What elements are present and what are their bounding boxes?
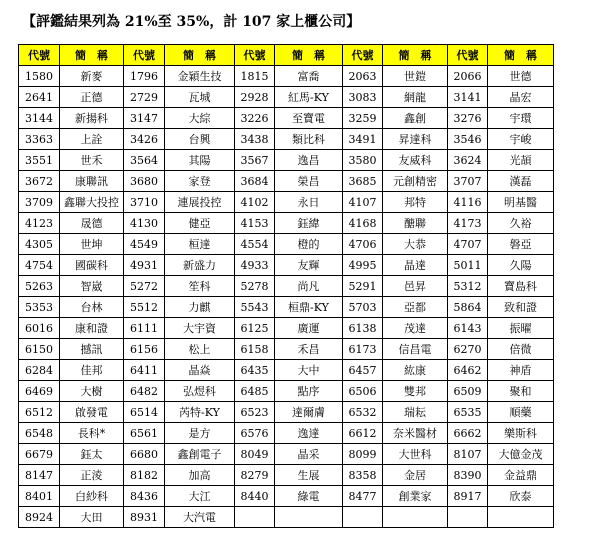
company-code-cell: 3684: [235, 171, 275, 192]
company-name-cell: 寶島科: [488, 276, 554, 297]
company-name-cell: 弘煜科: [165, 381, 235, 402]
company-name-cell: 世鎧: [383, 66, 448, 87]
company-code-cell: 6143: [448, 318, 488, 339]
table-row: [19, 402, 554, 423]
company-name-cell: 晟德: [60, 213, 124, 234]
table-row: [19, 486, 554, 507]
company-code-cell: 3707: [448, 171, 488, 192]
company-code-cell: 5543: [235, 297, 275, 318]
company-code-cell: 3567: [235, 150, 275, 171]
company-name-cell: 世德: [488, 66, 554, 87]
company-code-cell: 8931: [124, 507, 165, 528]
company-code-cell: 6138: [343, 318, 383, 339]
company-code-cell: 1580: [19, 66, 60, 87]
company-name-cell: 亞都: [383, 297, 448, 318]
company-name-cell: 神盾: [488, 360, 554, 381]
results-table: [18, 44, 554, 528]
company-name-cell: 類比科: [275, 129, 343, 150]
company-code-cell: 6576: [235, 423, 275, 444]
table-row: [19, 87, 554, 108]
company-name-cell: 昇達科: [383, 129, 448, 150]
company-code-cell: [448, 507, 488, 528]
company-code-cell: 3564: [124, 150, 165, 171]
company-code-cell: 1796: [124, 66, 165, 87]
company-name-cell: 健亞: [165, 213, 235, 234]
table-row: [19, 171, 554, 192]
company-name-cell: 醣聯: [383, 213, 448, 234]
company-code-cell: 8917: [448, 486, 488, 507]
company-name-cell: 鈺緯: [275, 213, 343, 234]
company-code-cell: 5011: [448, 255, 488, 276]
company-code-cell: 8358: [343, 465, 383, 486]
company-name-cell: 啟發電: [60, 402, 124, 423]
company-code-cell: 6485: [235, 381, 275, 402]
company-code-cell: 3083: [343, 87, 383, 108]
company-name-cell: 宇環: [488, 108, 554, 129]
company-code-cell: 3144: [19, 108, 60, 129]
company-name-cell: 晶宏: [488, 87, 554, 108]
table-row: [19, 360, 554, 381]
company-name-cell: 點序: [275, 381, 343, 402]
company-name-cell: 聚和: [488, 381, 554, 402]
company-name-cell: 創業家: [383, 486, 448, 507]
company-name-cell: 明基醫: [488, 192, 554, 213]
company-code-cell: 3363: [19, 129, 60, 150]
company-name-cell: 生展: [275, 465, 343, 486]
table-row: [19, 234, 554, 255]
company-name-cell: 智崴: [60, 276, 124, 297]
company-code-cell: 4116: [448, 192, 488, 213]
company-name-cell: 世禾: [60, 150, 124, 171]
company-code-cell: 6482: [124, 381, 165, 402]
company-code-cell: 5312: [448, 276, 488, 297]
company-code-cell: 5272: [124, 276, 165, 297]
company-name-cell: 松上: [165, 339, 235, 360]
table-row: [19, 339, 554, 360]
header-name-cell: 簡 稱: [60, 45, 124, 66]
company-code-cell: 2729: [124, 87, 165, 108]
company-name-cell: 廣運: [275, 318, 343, 339]
company-name-cell: 其陽: [165, 150, 235, 171]
company-name-cell: 大宇資: [165, 318, 235, 339]
company-name-cell: 鈺太: [60, 444, 124, 465]
company-code-cell: 6523: [235, 402, 275, 423]
company-name-cell: 大恭: [383, 234, 448, 255]
company-name-cell: 正淩: [60, 465, 124, 486]
company-code-cell: 8477: [343, 486, 383, 507]
company-name-cell: 光頡: [488, 150, 554, 171]
company-name-cell: 樂斯科: [488, 423, 554, 444]
company-name-cell: 家登: [165, 171, 235, 192]
company-name-cell: 宇峻: [488, 129, 554, 150]
table-row: [19, 192, 554, 213]
company-code-cell: 6125: [235, 318, 275, 339]
company-code-cell: 6270: [448, 339, 488, 360]
company-name-cell: 永日: [275, 192, 343, 213]
table-header-row: [19, 45, 554, 66]
company-name-cell: 奈米醫材: [383, 423, 448, 444]
company-name-cell: 逸昌: [275, 150, 343, 171]
company-name-cell: 撼訊: [60, 339, 124, 360]
company-name-cell: 新盛力: [165, 255, 235, 276]
company-code-cell: 6532: [343, 402, 383, 423]
header-name-cell: 簡 稱: [488, 45, 554, 66]
company-code-cell: 8147: [19, 465, 60, 486]
company-code-cell: 4102: [235, 192, 275, 213]
company-code-cell: 8390: [448, 465, 488, 486]
company-code-cell: 3710: [124, 192, 165, 213]
company-code-cell: 6173: [343, 339, 383, 360]
company-name-cell: [383, 507, 448, 528]
company-code-cell: 4549: [124, 234, 165, 255]
company-name-cell: 桓鼎-KY: [275, 297, 343, 318]
company-code-cell: 4130: [124, 213, 165, 234]
company-name-cell: 大汽電: [165, 507, 235, 528]
company-name-cell: 漢磊: [488, 171, 554, 192]
company-name-cell: 大中: [275, 360, 343, 381]
table-row: [19, 150, 554, 171]
header-code-cell: 代號: [235, 45, 275, 66]
company-name-cell: 晶焱: [165, 360, 235, 381]
company-code-cell: 4173: [448, 213, 488, 234]
company-code-cell: 8099: [343, 444, 383, 465]
header-code-cell: 代號: [124, 45, 165, 66]
company-code-cell: 6411: [124, 360, 165, 381]
company-code-cell: 3438: [235, 129, 275, 150]
table-row: [19, 444, 554, 465]
company-name-cell: 紘康: [383, 360, 448, 381]
company-code-cell: 3276: [448, 108, 488, 129]
company-code-cell: 6512: [19, 402, 60, 423]
company-code-cell: 3709: [19, 192, 60, 213]
table-row: [19, 255, 554, 276]
company-name-cell: 達爾膚: [275, 402, 343, 423]
company-name-cell: 至寶電: [275, 108, 343, 129]
company-code-cell: 6457: [343, 360, 383, 381]
company-code-cell: 1815: [235, 66, 275, 87]
company-code-cell: 8279: [235, 465, 275, 486]
company-code-cell: 3147: [124, 108, 165, 129]
company-code-cell: 5864: [448, 297, 488, 318]
company-code-cell: 3672: [19, 171, 60, 192]
company-code-cell: [343, 507, 383, 528]
company-name-cell: 信昌電: [383, 339, 448, 360]
company-name-cell: 逸達: [275, 423, 343, 444]
company-name-cell: 久裕: [488, 213, 554, 234]
header-name-cell: 簡 稱: [275, 45, 343, 66]
table-row: [19, 276, 554, 297]
company-code-cell: 6662: [448, 423, 488, 444]
company-name-cell: 綠電: [275, 486, 343, 507]
company-name-cell: 新揚科: [60, 108, 124, 129]
company-code-cell: 6548: [19, 423, 60, 444]
company-code-cell: 8401: [19, 486, 60, 507]
company-name-cell: 尚凡: [275, 276, 343, 297]
company-name-cell: 橙的: [275, 234, 343, 255]
company-code-cell: 6535: [448, 402, 488, 423]
company-name-cell: 邦特: [383, 192, 448, 213]
company-code-cell: 8436: [124, 486, 165, 507]
company-code-cell: 2066: [448, 66, 488, 87]
company-name-cell: 富喬: [275, 66, 343, 87]
company-code-cell: 3491: [343, 129, 383, 150]
company-name-cell: 國碳科: [60, 255, 124, 276]
company-code-cell: 3580: [343, 150, 383, 171]
company-code-cell: 5291: [343, 276, 383, 297]
company-name-cell: 康聯訊: [60, 171, 124, 192]
company-name-cell: 禾昌: [275, 339, 343, 360]
company-name-cell: 友威科: [383, 150, 448, 171]
company-code-cell: 4305: [19, 234, 60, 255]
company-name-cell: 笙科: [165, 276, 235, 297]
company-code-cell: 6509: [448, 381, 488, 402]
table-row: [19, 108, 554, 129]
company-name-cell: 桓達: [165, 234, 235, 255]
company-code-cell: 5512: [124, 297, 165, 318]
company-code-cell: 6514: [124, 402, 165, 423]
company-name-cell: 康和證: [60, 318, 124, 339]
company-name-cell: 鑫創: [383, 108, 448, 129]
company-name-cell: 網龍: [383, 87, 448, 108]
table-row: [19, 381, 554, 402]
company-name-cell: 力麒: [165, 297, 235, 318]
company-name-cell: 瑞耘: [383, 402, 448, 423]
company-code-cell: 6016: [19, 318, 60, 339]
company-name-cell: 金益鼎: [488, 465, 554, 486]
company-name-cell: 晶采: [275, 444, 343, 465]
company-code-cell: 6680: [124, 444, 165, 465]
company-code-cell: 3226: [235, 108, 275, 129]
company-name-cell: 金穎生技: [165, 66, 235, 87]
company-name-cell: 順藥: [488, 402, 554, 423]
company-name-cell: 鑫創電子: [165, 444, 235, 465]
company-name-cell: 友輝: [275, 255, 343, 276]
company-name-cell: 致和證: [488, 297, 554, 318]
company-name-cell: 大田: [60, 507, 124, 528]
company-name-cell: 芮特-KY: [165, 402, 235, 423]
company-name-cell: 瓦城: [165, 87, 235, 108]
company-code-cell: 5353: [19, 297, 60, 318]
company-code-cell: 4706: [343, 234, 383, 255]
company-name-cell: 長科*: [60, 423, 124, 444]
company-code-cell: 6111: [124, 318, 165, 339]
company-name-cell: 欣泰: [488, 486, 554, 507]
company-name-cell: 晶達: [383, 255, 448, 276]
company-code-cell: 4995: [343, 255, 383, 276]
table-row: [19, 213, 554, 234]
company-name-cell: 上詮: [60, 129, 124, 150]
company-name-cell: 倍微: [488, 339, 554, 360]
company-code-cell: 6435: [235, 360, 275, 381]
company-code-cell: 3546: [448, 129, 488, 150]
company-code-cell: 6150: [19, 339, 60, 360]
company-name-cell: 金居: [383, 465, 448, 486]
company-code-cell: 6158: [235, 339, 275, 360]
table-row: [19, 423, 554, 444]
company-name-cell: 雙邦: [383, 381, 448, 402]
company-code-cell: 3141: [448, 87, 488, 108]
company-name-cell: 大江: [165, 486, 235, 507]
company-code-cell: 3551: [19, 150, 60, 171]
company-name-cell: 佳邦: [60, 360, 124, 381]
header-name-cell: 簡 稱: [383, 45, 448, 66]
company-name-cell: 邑昇: [383, 276, 448, 297]
company-code-cell: 6612: [343, 423, 383, 444]
header-name-cell: 簡 稱: [165, 45, 235, 66]
table-row: [19, 465, 554, 486]
company-code-cell: 6469: [19, 381, 60, 402]
company-name-cell: [275, 507, 343, 528]
company-name-cell: 台林: [60, 297, 124, 318]
company-name-cell: 久陽: [488, 255, 554, 276]
company-name-cell: 紅馬-KY: [275, 87, 343, 108]
company-name-cell: 是方: [165, 423, 235, 444]
company-name-cell: 世坤: [60, 234, 124, 255]
company-code-cell: 3685: [343, 171, 383, 192]
company-name-cell: 元創精密: [383, 171, 448, 192]
company-code-cell: 8049: [235, 444, 275, 465]
company-code-cell: 5703: [343, 297, 383, 318]
company-name-cell: 台興: [165, 129, 235, 150]
header-code-cell: 代號: [343, 45, 383, 66]
header-code-cell: 代號: [19, 45, 60, 66]
company-name-cell: 茂達: [383, 318, 448, 339]
company-code-cell: 2928: [235, 87, 275, 108]
company-name-cell: 加高: [165, 465, 235, 486]
table-row: [19, 297, 554, 318]
company-code-cell: 8182: [124, 465, 165, 486]
company-code-cell: 5278: [235, 276, 275, 297]
company-code-cell: 4933: [235, 255, 275, 276]
company-code-cell: 2641: [19, 87, 60, 108]
company-name-cell: 大樹: [60, 381, 124, 402]
company-name-cell: 振曜: [488, 318, 554, 339]
company-code-cell: 3259: [343, 108, 383, 129]
table-row: [19, 129, 554, 150]
table-row: [19, 318, 554, 339]
company-name-cell: 鑫聯大投控: [60, 192, 124, 213]
table-row: [19, 507, 554, 528]
company-code-cell: 6156: [124, 339, 165, 360]
company-code-cell: 4554: [235, 234, 275, 255]
company-code-cell: 4931: [124, 255, 165, 276]
company-name-cell: 正德: [60, 87, 124, 108]
company-name-cell: 連展投控: [165, 192, 235, 213]
company-name-cell: 白紗科: [60, 486, 124, 507]
table-row: [19, 66, 554, 87]
company-code-cell: 6506: [343, 381, 383, 402]
company-name-cell: 大世科: [383, 444, 448, 465]
company-code-cell: 4168: [343, 213, 383, 234]
company-code-cell: 6561: [124, 423, 165, 444]
company-name-cell: 榮昌: [275, 171, 343, 192]
company-code-cell: 3680: [124, 171, 165, 192]
company-code-cell: 4153: [235, 213, 275, 234]
company-name-cell: 大綜: [165, 108, 235, 129]
page-title: 【評鑑結果列為 21%至 35%，計 107 家上櫃公司】: [22, 14, 361, 30]
company-code-cell: 2063: [343, 66, 383, 87]
company-code-cell: 6284: [19, 360, 60, 381]
company-code-cell: 3426: [124, 129, 165, 150]
company-code-cell: 5263: [19, 276, 60, 297]
company-code-cell: 8924: [19, 507, 60, 528]
company-code-cell: 6462: [448, 360, 488, 381]
company-code-cell: 4707: [448, 234, 488, 255]
company-code-cell: 8440: [235, 486, 275, 507]
company-name-cell: 磐亞: [488, 234, 554, 255]
company-code-cell: [235, 507, 275, 528]
company-code-cell: 8107: [448, 444, 488, 465]
company-code-cell: 3624: [448, 150, 488, 171]
company-name-cell: 大億金茂: [488, 444, 554, 465]
company-code-cell: 4754: [19, 255, 60, 276]
company-name-cell: 新麥: [60, 66, 124, 87]
company-code-cell: 4123: [19, 213, 60, 234]
header-code-cell: 代號: [448, 45, 488, 66]
company-code-cell: 6679: [19, 444, 60, 465]
company-code-cell: 4107: [343, 192, 383, 213]
company-name-cell: [488, 507, 554, 528]
